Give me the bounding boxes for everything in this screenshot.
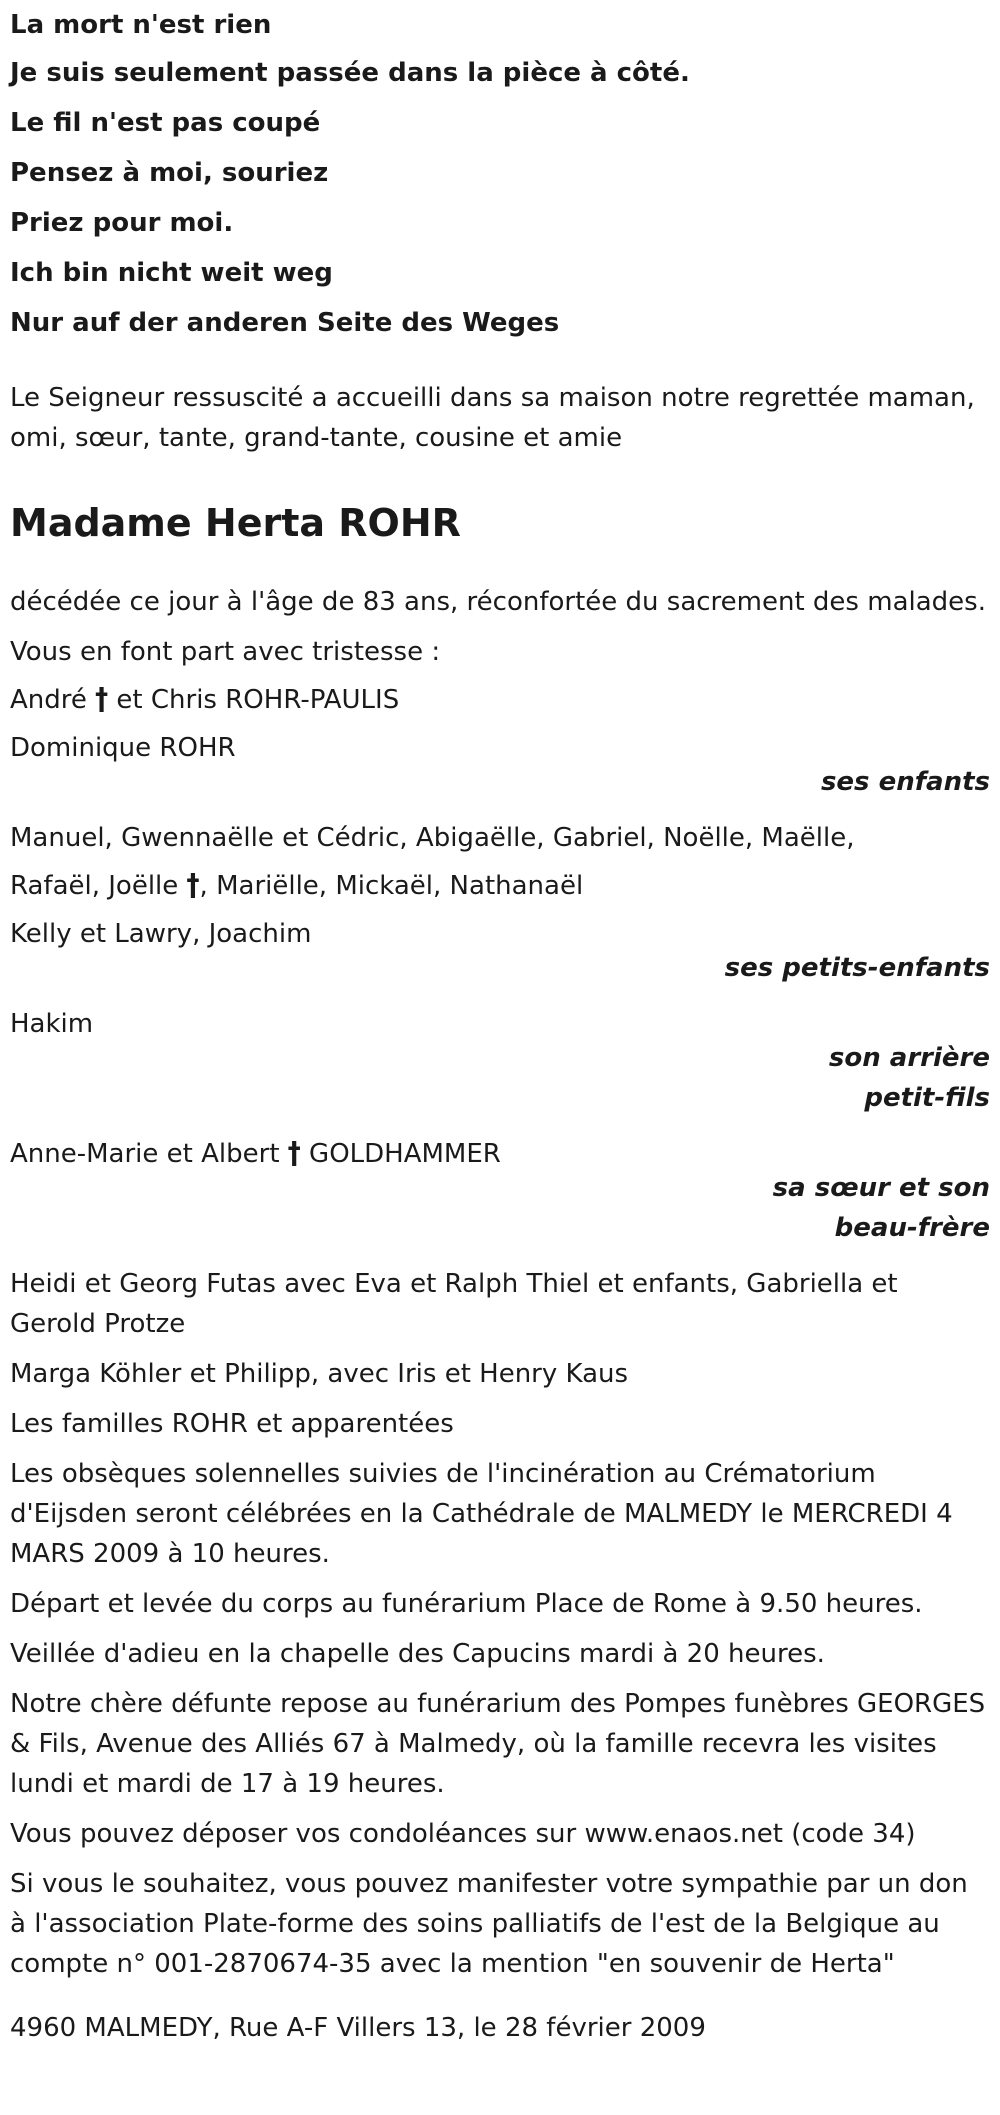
great-grandchild-name: Hakim (10, 1009, 94, 1039)
grandchildren-name-a: Rafaël, Joëlle (10, 871, 179, 901)
children-section (10, 680, 990, 802)
poem-line: Pensez à moi, souriez (10, 158, 329, 188)
poem-line: Priez pour moi. (10, 208, 234, 238)
relation-label: son arrière petit-fils (828, 1043, 990, 1113)
announce-text: Vous en font part avec tristesse : (10, 637, 441, 667)
detail-paragraph: Si vous le souhaitez, vous pouvez manifester votre sympathie par un don à l'association Plate-forme des soins palliatifs de l'est de la Belgique au compte n° 001-2870674-35 avec la mention "en souvenir de Herta" (10, 1869, 968, 1979)
detail-paragraph: Veillée d'adieu en la chapelle des Capucins mardi à 20 heures. (10, 1639, 825, 1669)
grandchildren-line: Manuel, Gwennaëlle et Cédric, Abigaëlle, Gabriel, Noëlle, Maëlle, (10, 823, 855, 853)
sibling-section (10, 1134, 990, 1248)
children-name-a: André (10, 685, 87, 715)
detail-paragraph: Départ et levée du corps au funérarium Place de Rome à 9.50 heures. (10, 1589, 923, 1619)
poem (10, 2, 990, 348)
detail-paragraph: Marga Köhler et Philipp, avec Iris et Henry Kaus (10, 1359, 629, 1389)
detail-paragraph: Les obsèques solennelles suivies de l'incinération au Crématorium d'Eijsden seront célébrées en la Cathédrale de MALMEDY le MERCREDI 4 MARS 2009 à 10 heures. (10, 1459, 953, 1569)
cross-icon: † (95, 682, 109, 718)
children-line: Dominique ROHR (10, 733, 236, 763)
detail-paragraph: Vous pouvez déposer vos condoléances sur www.enaos.net (code 34) (10, 1819, 916, 1849)
poem-line: Ich bin nicht weit weg (10, 258, 333, 288)
children-line (10, 680, 990, 720)
poem-line: La mort n'est rien (10, 10, 272, 40)
obituary-document (10, 0, 990, 2048)
poem-line: Nur auf der anderen Seite des Weges (10, 308, 560, 338)
detail-paragraph: Notre chère défunte repose au funérarium des Pompes funèbres GEORGES & Fils, Avenue des Alliés 67 à Malmedy, où la famille recevra les visites lundi et mardi de 17 à 19 heures. (10, 1689, 986, 1799)
grandchildren-line: Kelly et Lawry, Joachim (10, 919, 312, 949)
poem-line: Je suis seulement passée dans la pièce à côté. (10, 58, 690, 88)
family-and-details (10, 1264, 990, 1984)
poem-line: Le fil n'est pas coupé (10, 108, 321, 138)
relation-label: ses enfants (820, 767, 990, 797)
detail-paragraph: Heidi et Georg Futas avec Eva et Ralph Thiel et enfants, Gabriella et Gerold Protze (10, 1269, 898, 1339)
sibling-name-a: Anne-Marie et Albert (10, 1139, 280, 1169)
intro-text: Le Seigneur ressuscité a accueilli dans sa maison notre regrettée maman, omi, sœur, tante, grand-tante, cousine et amie (10, 383, 975, 453)
death-notice: décédée ce jour à l'âge de 83 ans, réconfortée du sacrement des malades. (10, 587, 986, 617)
grandchildren-section (10, 818, 990, 988)
children-name-b: et Chris ROHR-PAULIS (116, 685, 400, 715)
great-grandchild-section (10, 1004, 990, 1118)
cross-icon: † (287, 1136, 301, 1172)
detail-paragraph: Les familles ROHR et apparentées (10, 1409, 454, 1439)
sibling-name-b: GOLDHAMMER (309, 1139, 501, 1169)
relation-label: ses petits-enfants (724, 953, 990, 983)
closing-address: 4960 MALMEDY, Rue A-F Villers 13, le 28 février 2009 (10, 2013, 706, 2043)
cross-icon: † (186, 868, 200, 904)
grandchildren-name-b: , Mariëlle, Mickaël, Nathanaël (199, 871, 584, 901)
grandchildren-line (10, 866, 990, 906)
relation-label: sa sœur et son beau-frère (772, 1173, 990, 1243)
deceased-name: Madame Herta ROHR (10, 501, 461, 545)
